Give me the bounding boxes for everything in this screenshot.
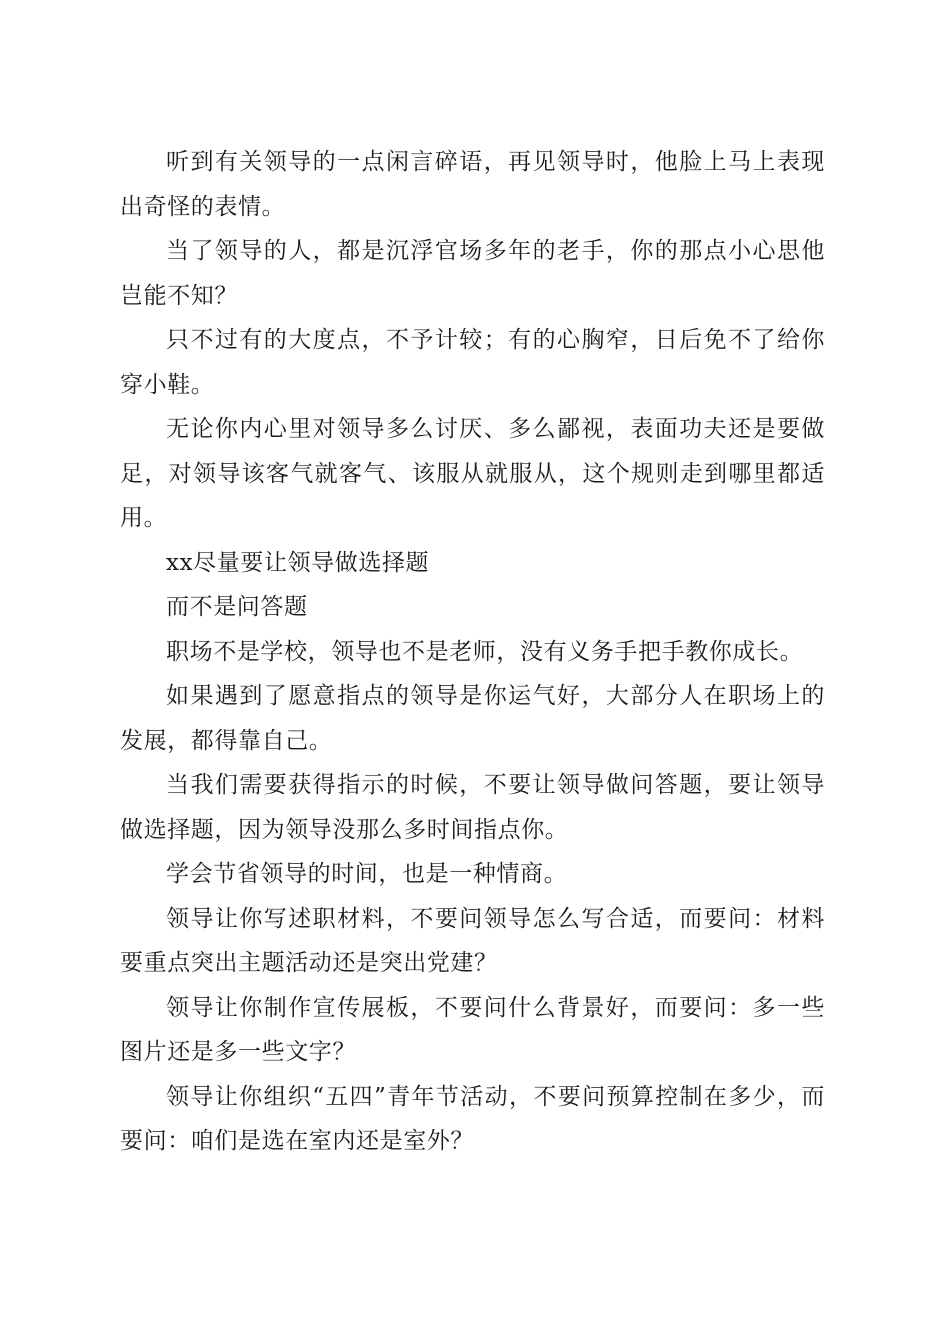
- paragraph-4: 无论你内心里对领导多么讨厌、多么鄙视，表面功夫还是要做足，对领导该客气就客气、该服从就服从，这个规则走到哪里都适用。: [120, 416, 825, 531]
- paragraph-6: 如果遇到了愿意指点的领导是你运气好，大部分人在职场上的发展，都得靠自己。: [120, 683, 825, 754]
- paragraph-9: 领导让你写述职材料，不要问领导怎么写合适，而要问：材料要重点突出主题活动还是突出党建？: [120, 905, 825, 976]
- paragraph-11: 领导让你组织“五四”青年节活动，不要问预算控制在多少，而要问：咱们是选在室内还是室外？: [120, 1083, 825, 1154]
- paragraph-1: 听到有关领导的一点闲言碎语，再见领导时，他脸上马上表现出奇怪的表情。: [120, 149, 825, 220]
- document-body: [120, 140, 825, 1164]
- section-heading-line-2: 而不是问答题: [166, 594, 308, 620]
- paragraph-8: 学会节省领导的时间，也是一种情商。: [166, 861, 568, 887]
- section-heading-line-1: xx尽量要让领导做选择题: [166, 549, 430, 576]
- paragraph-3: 只不过有的大度点，不予计较；有的心胸窄，日后免不了给你穿小鞋。: [120, 327, 825, 398]
- paragraph-7: 当我们需要获得指示的时候，不要让领导做问答题，要让领导做选择题，因为领导没那么多时间指点你。: [120, 772, 825, 843]
- paragraph-2: 当了领导的人，都是沉浮官场多年的老手，你的那点小心思他岂能不知？: [120, 238, 825, 309]
- paragraph-10: 领导让你制作宣传展板，不要问什么背景好，而要问：多一些图片还是多一些文字？: [120, 994, 825, 1065]
- paragraph-5: 职场不是学校，领导也不是老师，没有义务手把手教你成长。: [166, 638, 804, 665]
